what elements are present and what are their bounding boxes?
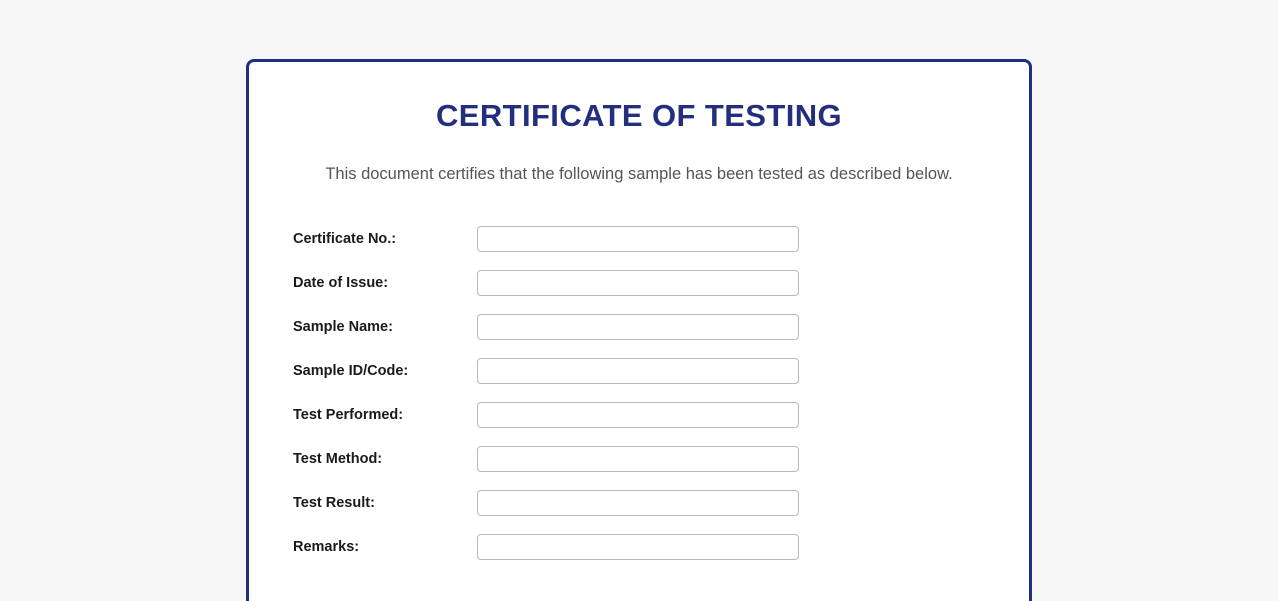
field-row bbox=[293, 217, 985, 261]
field-row bbox=[293, 305, 985, 349]
label-sample-id-code: Sample ID/Code: bbox=[293, 363, 409, 379]
sample-name-input[interactable] bbox=[477, 314, 799, 340]
field-row bbox=[293, 261, 985, 305]
remarks-input[interactable] bbox=[477, 534, 799, 560]
label-test-method: Test Method: bbox=[293, 451, 383, 467]
test-method-input[interactable] bbox=[477, 446, 799, 472]
label-date-of-issue: Date of Issue: bbox=[293, 275, 389, 291]
field-row bbox=[293, 393, 985, 437]
page-title: CERTIFICATE OF TESTING bbox=[435, 98, 843, 133]
date-of-issue-input[interactable] bbox=[477, 270, 799, 296]
label-test-result: Test Result: bbox=[293, 495, 375, 511]
label-sample-name: Sample Name: bbox=[293, 319, 393, 335]
label-certificate-no: Certificate No.: bbox=[293, 231, 397, 247]
test-performed-input[interactable] bbox=[477, 402, 799, 428]
certificate-card bbox=[246, 59, 1032, 601]
label-remarks: Remarks: bbox=[293, 539, 360, 555]
certificate-subtitle: This document certifies that the following sample has been tested as described below. bbox=[325, 165, 953, 183]
field-row bbox=[293, 437, 985, 481]
label-test-performed: Test Performed: bbox=[293, 407, 404, 423]
field-row bbox=[293, 349, 985, 393]
certificate-fields bbox=[293, 217, 985, 569]
field-row bbox=[293, 481, 985, 525]
field-row bbox=[293, 525, 985, 569]
certificate-no-input[interactable] bbox=[477, 226, 799, 252]
sample-id-code-input[interactable] bbox=[477, 358, 799, 384]
test-result-input[interactable] bbox=[477, 490, 799, 516]
